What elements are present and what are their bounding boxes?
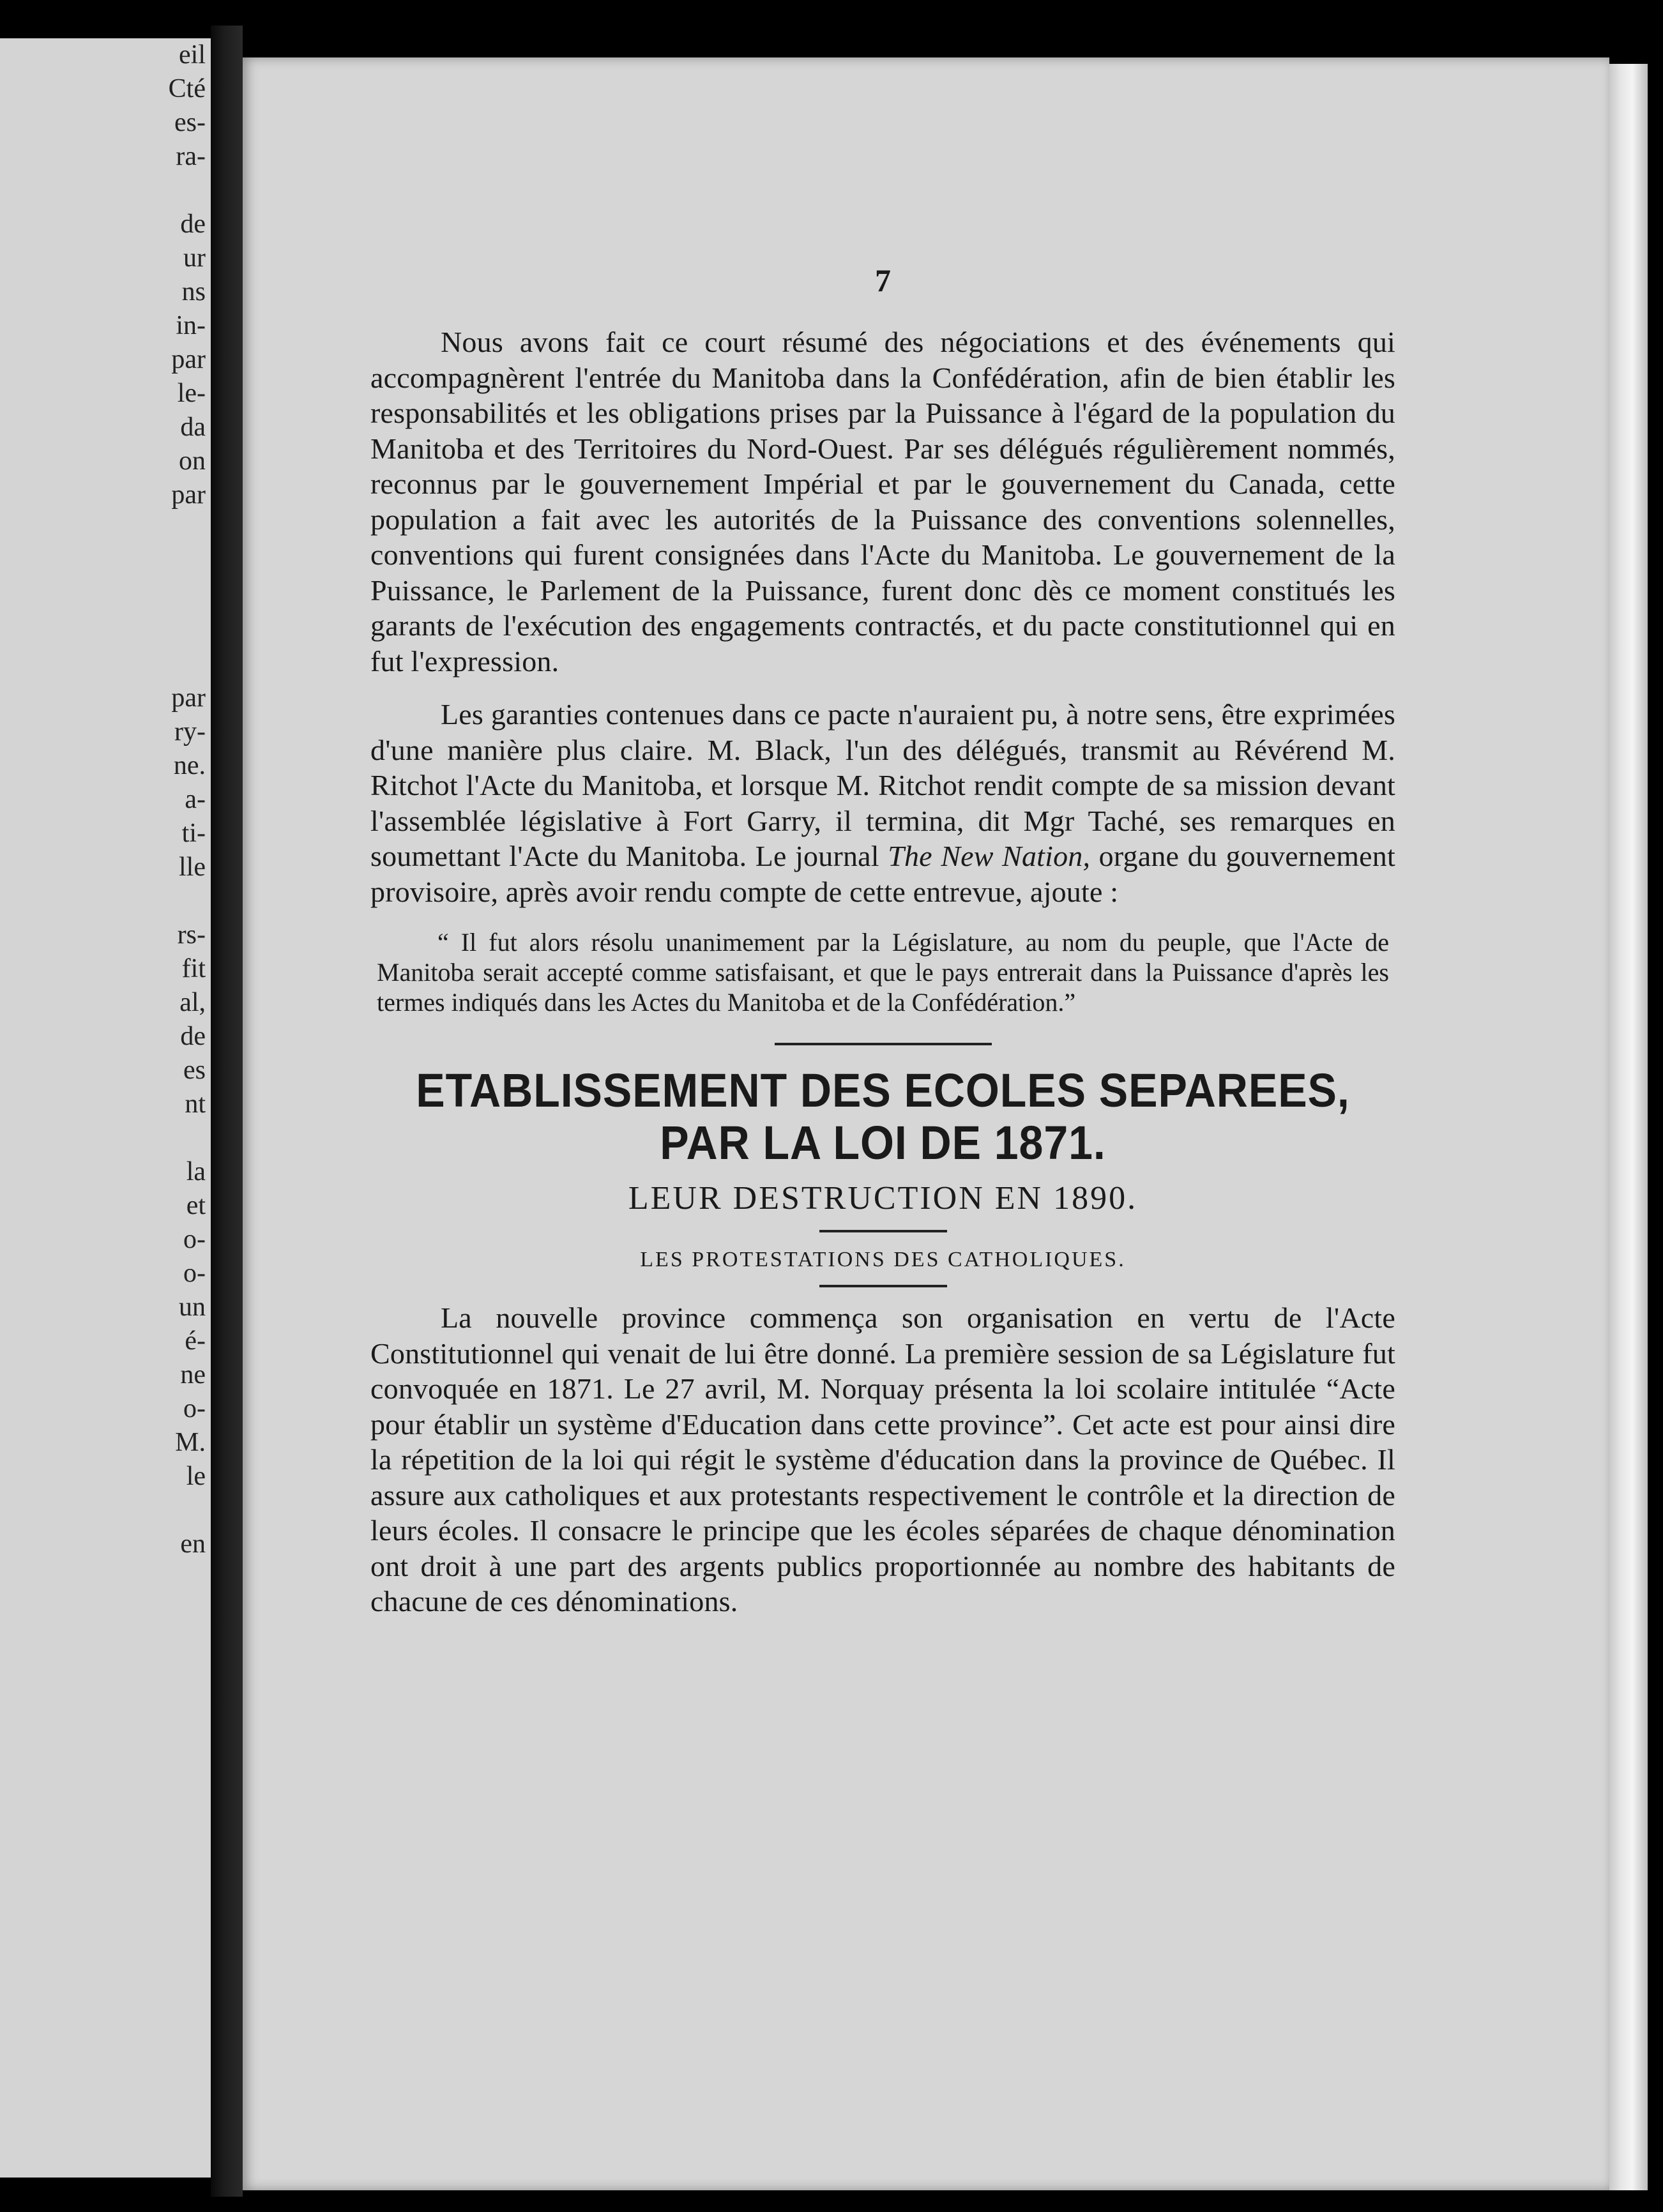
paragraph-2 <box>370 697 1395 909</box>
left-page-fragment: in- <box>176 311 206 340</box>
left-page-fragment: fit <box>181 954 206 983</box>
section-heading-line-2: PAR LA LOI DE 1871. <box>660 1116 1106 1169</box>
section-heading <box>411 1064 1355 1169</box>
left-page-fragment <box>129 614 206 648</box>
left-page-fragment <box>129 174 206 208</box>
paragraph-1: Nous avons fait ce court résumé des négociations et des événements qui accompagnèrent l'entrée du Manitoba dans la Confédération, afin de bien établir les responsabilités et les obligations prises par la Puissance à l'égard de la population du Manitoba et des Territoires du Nord-Ouest. Par ses délégués régulièrement nommés, reconnus par le gouvernement Impérial et par le gouvernement du Canada, cette population a fait avec les autorités de la Puissance des conventions solennelles, conventions qui furent consignées dans l'Acte du Manitoba. Le gouvernement de la Puissance, le Parlement de la Puissance, furent donc dès ce moment constitués les garants de l'exécution des engagements contractés, et du pacte constitutionnel qui en fut l'expression. <box>370 326 1395 678</box>
left-page-fragment <box>129 884 206 918</box>
page-content <box>370 262 1395 1637</box>
divider-middle <box>819 1230 947 1232</box>
book-gutter <box>211 26 243 2197</box>
section-heading-line-1: ETABLISSEMENT DES ECOLES SEPAREES, <box>416 1064 1350 1117</box>
left-page-fragment: ne. <box>173 751 206 780</box>
left-page-fragment: par <box>171 345 206 374</box>
left-page-fragment: on <box>179 446 206 476</box>
left-page-text-fragments <box>129 38 206 1561</box>
left-page-fragment: al, <box>179 988 206 1017</box>
paragraph-2-text-a: Les garanties contenues dans ce pacte n'auraient pu, à notre sens, être exprimées d'une manière plus claire. M. Black, l'un des délégués, transmit au Révérend M. Ritchot l'Acte du Manitoba, et lorsque M. Ritchot rendit compte de sa mission devant l'assemblée législative à Fort Garry, il termina, dit Mgr Taché, ses remarques en soumettant l'Acte du Manitoba. Le journal <box>370 698 1395 872</box>
block-quote: “ Il fut alors résolu unanimement par la Législature, au nom du peuple, que l'Acte de Manitoba serait accepté comme satisfaisant, et que le pays entrerait dans la Puissance d'après les termes indiqués dans les Actes du Manitoba et de la Confédération.” <box>377 928 1389 1017</box>
divider-bottom <box>819 1285 947 1287</box>
left-page-fragment: lle <box>179 852 206 882</box>
left-page-fragment: rs- <box>177 920 206 950</box>
left-page-fragment: o- <box>183 1259 206 1288</box>
left-page-fragment <box>129 648 206 681</box>
left-page-fragment: eil <box>179 40 206 70</box>
left-page-fragment: nt <box>185 1089 206 1119</box>
left-page-fragment: de <box>180 209 206 239</box>
left-page-fragment: da <box>180 413 206 442</box>
divider-top <box>775 1043 992 1045</box>
left-page-fragment: la <box>186 1157 206 1186</box>
left-facing-page <box>0 38 211 2178</box>
left-page-fragment: et <box>186 1191 206 1220</box>
left-page-fragment: Cté <box>168 74 206 103</box>
left-page-fragment: en <box>180 1529 206 1559</box>
page-number: 7 <box>875 262 891 298</box>
left-page-fragment: M. <box>175 1428 206 1457</box>
left-page-fragment: ry- <box>174 717 206 746</box>
left-page-fragment: ra- <box>176 142 206 171</box>
left-page-fragment <box>129 512 206 546</box>
left-page-fragment: a- <box>185 785 206 814</box>
left-page-fragment: par <box>171 480 206 510</box>
left-page-fragment: es- <box>174 108 206 137</box>
left-page-fragment: o- <box>183 1394 206 1423</box>
left-page-fragment <box>129 1121 206 1155</box>
left-page-fragment <box>129 1494 206 1527</box>
left-page-fragment: ur <box>183 243 206 273</box>
left-page-fragment: é- <box>185 1326 206 1356</box>
left-page-fragment: es <box>183 1056 206 1085</box>
left-page-fragment: ns <box>181 277 206 307</box>
left-page-fragment: le <box>186 1462 206 1491</box>
paragraph-2-text-b: organe du gouvernement provisoire, après avoir rendu compte de cette entrevue, ajoute : <box>370 840 1395 908</box>
left-page-fragment: un <box>179 1292 206 1322</box>
left-page-fragment <box>129 580 206 614</box>
left-page-fragment <box>129 546 206 580</box>
left-page-fragment: de <box>180 1022 206 1051</box>
paragraph-3: La nouvelle province commença son organisation en vertu de l'Acte Constitutionnel qui venait de lui être donné. La première session de sa Législature fut convoquée en 1871. Le 27 avril, M. Norquay présenta la loi scolaire intitulée “Acte pour établir un système d'Education dans cette province”. Cet acte est pour ainsi dire la répetition de la loi qui régit le système d'éducation dans la province de Québec. Il assure aux catholiques et aux protestants respectivement le contrôle et la direction de leurs écoles. Il consacre le principe que les écoles séparées de chaque dénomination ont droit à une part des argents publics proportionnée au nombre des habitants de chacune de ces dénominations. <box>370 1301 1395 1617</box>
document-page <box>243 57 1609 2190</box>
left-page-fragment: ti- <box>181 819 206 848</box>
page-edge <box>1609 64 1648 2190</box>
left-page-fragment: par <box>171 683 206 713</box>
section-minor-heading: LES PROTESTATIONS DES CATHOLIQUES. <box>640 1248 1126 1271</box>
left-page-fragment: o- <box>183 1225 206 1254</box>
newspaper-title: The New Nation, <box>888 840 1091 872</box>
left-page-fragment: le- <box>177 379 206 408</box>
section-subheading: LEUR DESTRUCTION EN 1890. <box>628 1180 1138 1216</box>
left-page-fragment: ne <box>180 1360 206 1390</box>
